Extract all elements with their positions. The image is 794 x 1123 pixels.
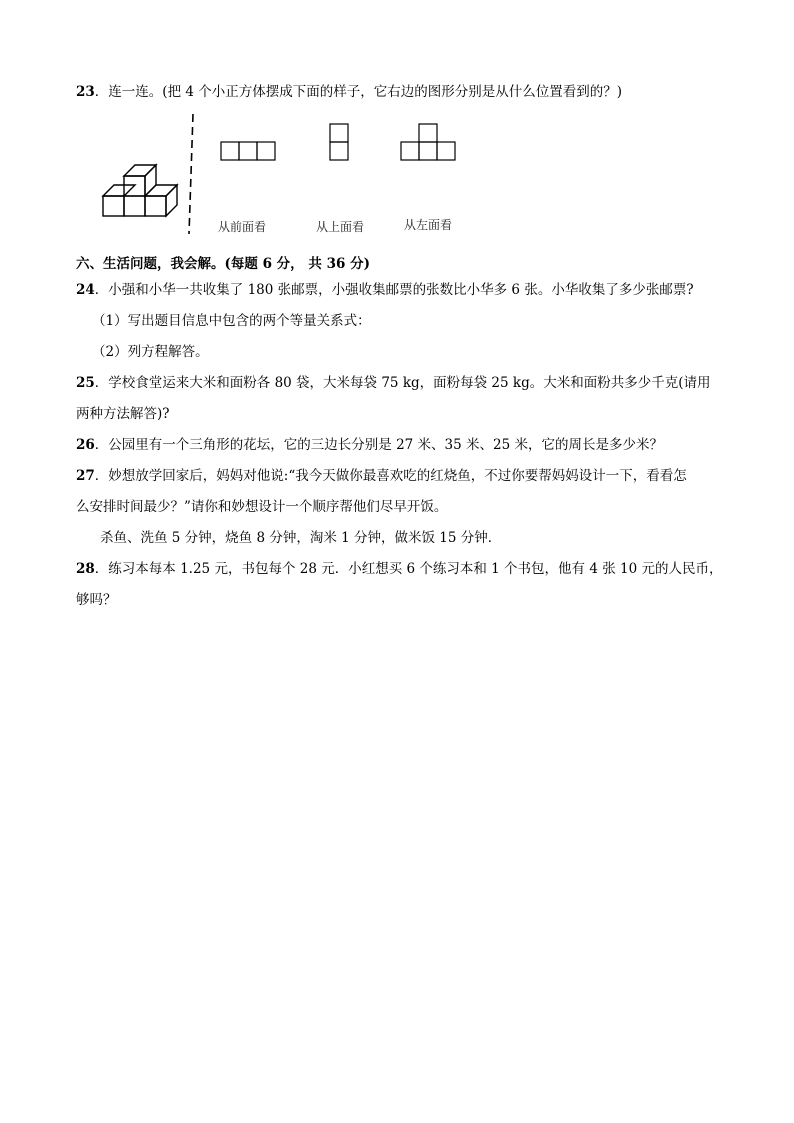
question-25 <box>76 373 711 393</box>
question-number: 23 <box>76 84 95 100</box>
question-text: ．学校食堂运来大米和面粉各 80 袋，大米每袋 75 kg，面粉每袋 25 kg。大米和面粉共多少千克(请用 <box>94 375 711 391</box>
question-number: 26 <box>76 437 95 453</box>
question-number: 27 <box>76 468 95 484</box>
left-view-shape <box>401 124 455 160</box>
question-text: ．练习本每本 1.25 元，书包每个 28 元．小红想买 6 个练习本和 1 个书包，他有 4 张 10 元的人民币， <box>94 561 723 577</box>
question-24-part-1: （1）写出题目信息中包含的两个等量关系式： <box>92 313 371 329</box>
question-27 <box>76 466 687 486</box>
question-26 <box>76 435 663 455</box>
question-number: 24 <box>76 282 95 298</box>
question-number: 25 <box>76 375 95 391</box>
divider-line <box>189 114 193 234</box>
question-27-continued: 么安排时间最少？”请你和妙想设计一个顺序帮他们尽早开饭。 <box>76 499 448 515</box>
question-number: 28 <box>76 561 95 577</box>
question-28 <box>76 559 722 579</box>
caption-front-view: 从前面看 <box>218 220 267 234</box>
question-23 <box>76 82 622 102</box>
question-text: ．妙想放学回家后，妈妈对他说:“我今天做你最喜欢吃的红烧鱼，不过你要帮妈妈设计一下，看看怎 <box>94 468 687 484</box>
question-text: ．公园里有一个三角形的花坛，它的三边长分别是 27 米、35 米、25 米，它的周长是多少米？ <box>94 437 663 453</box>
question-24-part-2: （2）列方程解答。 <box>92 344 209 360</box>
front-view-shape <box>221 142 275 160</box>
question-text: ．小强和小华一共收集了 180 张邮票，小强收集邮票的张数比小华多 6 张。小华收集了多少张邮票? <box>94 282 694 298</box>
question-25-continued: 两种方法解答)? <box>76 406 170 422</box>
question-24 <box>76 280 694 300</box>
top-view-shape <box>330 124 348 160</box>
caption-left-view: 从左面看 <box>404 218 453 232</box>
isometric-cubes <box>103 165 177 216</box>
question-28-continued: 够吗？ <box>76 592 117 608</box>
question-27-info: 杀鱼、洗鱼 5 分钟，烧鱼 8 分钟，淘米 1 分钟，做米饭 15 分钟． <box>100 530 502 546</box>
section-title: 六、生活问题，我会解。(每题 6 分， 共 36 分) <box>76 256 370 272</box>
caption-top-view: 从上面看 <box>316 220 365 234</box>
question-text: ．连一连。(把 4 个小正方体摆成下面的样子，它右边的图形分别是从什么位置看到的？) <box>94 84 623 100</box>
